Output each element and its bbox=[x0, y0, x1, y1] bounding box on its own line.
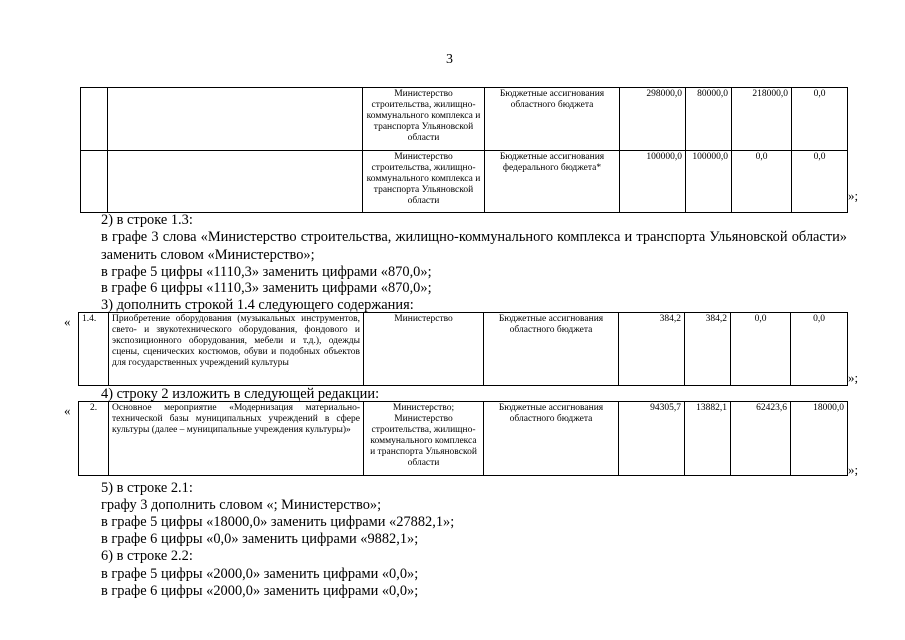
page-number: 3 bbox=[446, 52, 453, 67]
cell-description: Приобретение оборудования (музыкальных инструментов, свето- и звукотехнического оборудования, фондового и экспозиционного оборудования, мебели и т.д.), одежды сцены, сценических костюмов, обуви и подобных объектов для государственных учреждений культуры bbox=[109, 313, 364, 386]
cell-total: 384,2 bbox=[619, 313, 685, 386]
cell-number bbox=[81, 151, 108, 213]
cell-year-1: 80000,0 bbox=[686, 88, 732, 151]
cell-year-2: 62423,6 bbox=[731, 402, 791, 476]
cell-total: 298000,0 bbox=[620, 88, 686, 151]
cell-year-3: 0,0 bbox=[791, 313, 848, 386]
row-2-table bbox=[78, 401, 848, 476]
cell-source: Бюджетные ассигнования областного бюджета bbox=[484, 313, 619, 386]
cell-number: 1.4. bbox=[79, 313, 109, 386]
closing-quote: »; bbox=[848, 370, 859, 385]
opening-quote: « bbox=[64, 314, 71, 329]
closing-quote: »; bbox=[848, 462, 859, 477]
table-row bbox=[81, 151, 848, 213]
cell-executor: Министерство; Министерство строительства, жилищно-коммунального комплекса и транспорта Ульяновской области bbox=[364, 402, 484, 476]
column-6-instruction: в графе 6 цифры «1110,3» заменить цифрами «870,0»; bbox=[101, 280, 432, 296]
paragraph-column-3: в графе 3 слова «Министерство строительства, жилищно-коммунального комплекса и транспорта Ульяновской области» заменить словом «Министерство»; bbox=[101, 229, 847, 263]
cell-year-2: 0,0 bbox=[731, 313, 791, 386]
column-5-instruction: в графе 5 цифры «2000,0» заменить цифрами «0,0»; bbox=[101, 566, 419, 582]
row-1-4-table bbox=[78, 312, 848, 386]
cell-year-1: 100000,0 bbox=[686, 151, 732, 213]
cell-total: 94305,7 bbox=[619, 402, 685, 476]
cell-executor: Министерство bbox=[364, 313, 484, 386]
cell-executor: Министерство строительства, жилищно-коммунального комплекса и транспорта Ульяновской области bbox=[363, 151, 485, 213]
item-4: 4) строку 2 изложить в следующей редакции: bbox=[101, 386, 380, 402]
table-row bbox=[79, 402, 848, 476]
column-6-instruction: в графе 6 цифры «2000,0» заменить цифрами «0,0»; bbox=[101, 583, 419, 599]
cell-year-1: 384,2 bbox=[685, 313, 731, 386]
cell-year-3: 0,0 bbox=[792, 151, 848, 213]
table-row bbox=[81, 88, 848, 151]
item-2: 2) в строке 1.3: bbox=[101, 212, 193, 228]
cell-source: Бюджетные ассигнования областного бюджета bbox=[485, 88, 620, 151]
cell-description: Основное мероприятие «Модернизация материально-технической базы муниципальных учреждений в сфере культуры (далее – муниципальные учреждения культуры)» bbox=[109, 402, 364, 476]
cell-year-3: 0,0 bbox=[792, 88, 848, 151]
cell-description bbox=[108, 151, 363, 213]
item-3: 3) дополнить строкой 1.4 следующего содержания: bbox=[101, 297, 414, 313]
cell-source: Бюджетные ассигнования областного бюджета bbox=[484, 402, 619, 476]
cell-number: 2. bbox=[79, 402, 109, 476]
opening-quote: « bbox=[64, 403, 71, 418]
column-6-instruction: в графе 6 цифры «0,0» заменить цифрами «9882,1»; bbox=[101, 531, 419, 547]
item-5: 5) в строке 2.1: bbox=[101, 480, 193, 496]
program-table-continued bbox=[80, 87, 848, 213]
column-3-instruction: графу 3 дополнить словом «; Министерство»; bbox=[101, 497, 382, 513]
cell-number bbox=[81, 88, 108, 151]
closing-quote: »; bbox=[848, 188, 859, 203]
cell-year-2: 218000,0 bbox=[732, 88, 792, 151]
cell-description bbox=[108, 88, 363, 151]
table-row bbox=[79, 313, 848, 386]
cell-source: Бюджетные ассигнования федерального бюджета* bbox=[485, 151, 620, 213]
cell-total: 100000,0 bbox=[620, 151, 686, 213]
column-5-instruction: в графе 5 цифры «18000,0» заменить цифрами «27882,1»; bbox=[101, 514, 455, 530]
item-6: 6) в строке 2.2: bbox=[101, 548, 193, 564]
cell-year-3: 18000,0 bbox=[791, 402, 848, 476]
cell-year-1: 13882,1 bbox=[685, 402, 731, 476]
column-5-instruction: в графе 5 цифры «1110,3» заменить цифрами «870,0»; bbox=[101, 264, 432, 280]
cell-year-2: 0,0 bbox=[732, 151, 792, 213]
cell-executor: Министерство строительства, жилищно-коммунального комплекса и транспорта Ульяновской области bbox=[363, 88, 485, 151]
